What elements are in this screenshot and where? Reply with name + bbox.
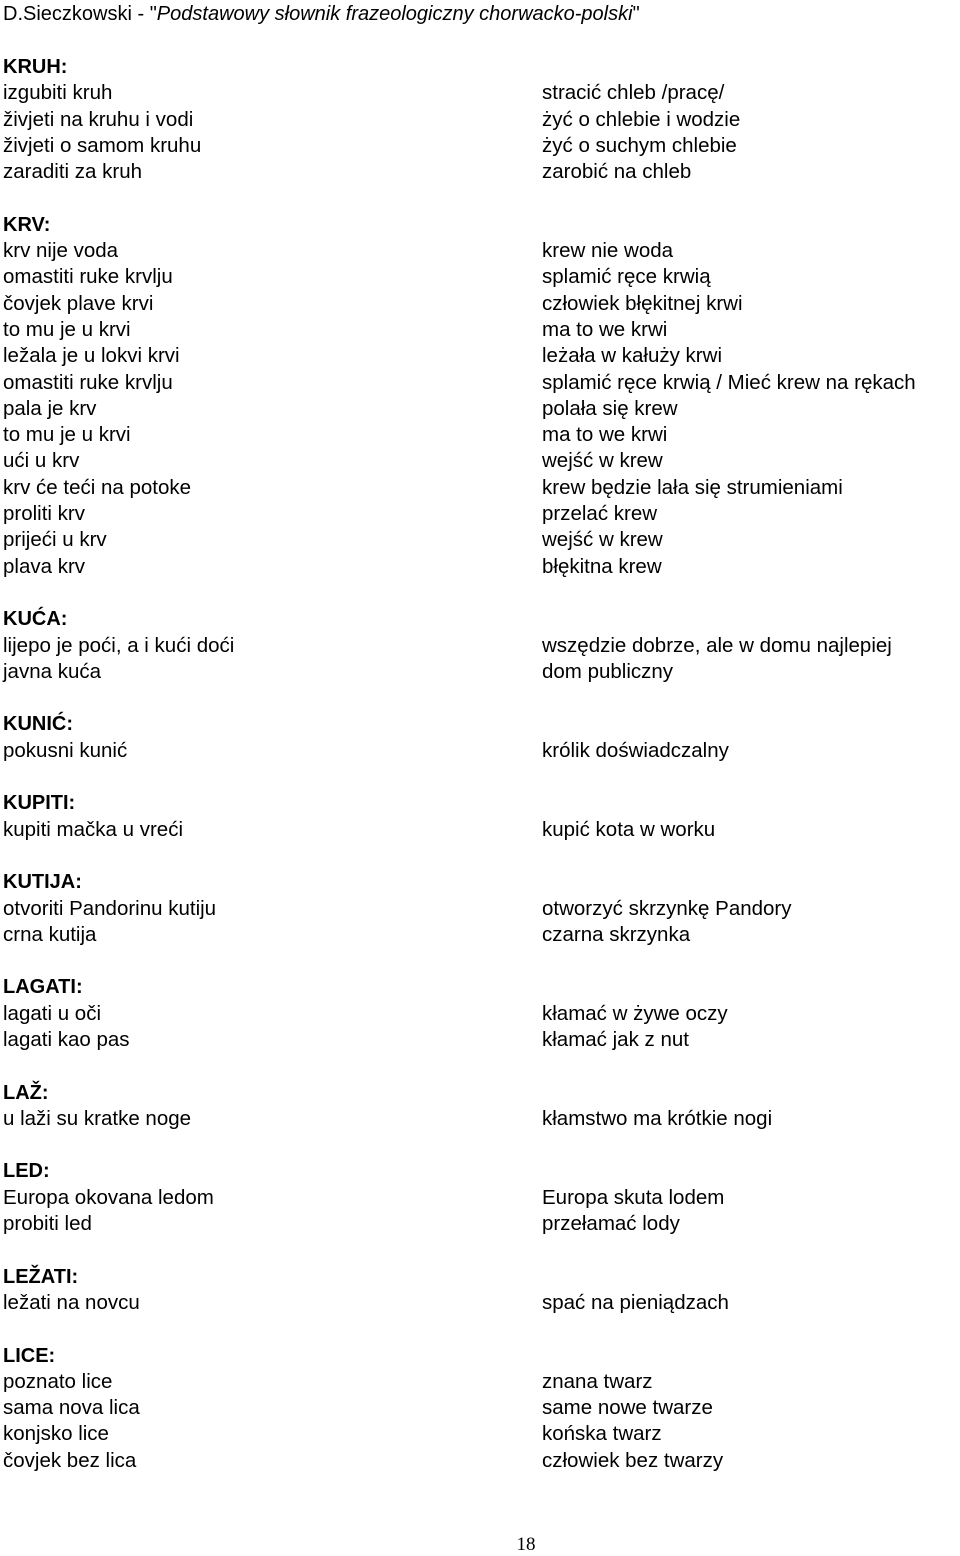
polish-translation: ma to we krwi	[542, 317, 668, 341]
phrase-row	[0, 922, 960, 948]
croatian-phrase: kupiti mačka u vreći	[3, 817, 184, 841]
croatian-phrase: živjeti o samom kruhu	[3, 133, 202, 157]
phrase-row	[0, 370, 960, 396]
entry-headword: LAGATI:	[3, 976, 83, 999]
dictionary-entry	[0, 869, 960, 948]
dictionary-entry	[0, 1343, 960, 1474]
croatian-phrase: izgubiti kruh	[3, 81, 113, 105]
dictionary-entry	[0, 1264, 960, 1317]
polish-translation: krew nie woda	[542, 239, 674, 263]
entry-headword: KRV:	[3, 213, 51, 236]
polish-translation: błękitna krew	[542, 554, 662, 578]
phrase-row	[0, 527, 960, 553]
phrase-row	[0, 1421, 960, 1447]
entry-spacer	[0, 764, 960, 790]
entry-spacer	[0, 185, 960, 211]
polish-translation: dom publiczny	[542, 659, 674, 683]
polish-translation: Europa skuta lodem	[542, 1185, 725, 1209]
phrase-row	[0, 396, 960, 422]
phrase-row	[0, 291, 960, 317]
polish-translation: końska twarz	[542, 1422, 662, 1446]
entry-spacer	[0, 1053, 960, 1079]
header-title: Podstawowy słownik frazeologiczny chorwacko-polski	[156, 3, 633, 25]
croatian-phrase: ležala je u lokvi krvi	[3, 344, 180, 368]
croatian-phrase: krv će teći na potoke	[3, 475, 192, 499]
phrase-row	[0, 501, 960, 527]
croatian-phrase: prijeći u krv	[3, 528, 107, 552]
polish-translation: krew będzie lała się strumieniami	[542, 475, 843, 499]
polish-translation: polała się krew	[542, 396, 678, 420]
entry-headword: LAŽ:	[3, 1081, 49, 1104]
entry-headword: KUTIJA:	[3, 871, 82, 894]
dictionary-entry	[0, 54, 960, 185]
croatian-phrase: konjsko lice	[3, 1422, 109, 1446]
phrase-row	[0, 1448, 960, 1474]
dictionary-entry	[0, 212, 960, 580]
croatian-phrase: javna kuća	[3, 659, 102, 683]
phrase-row	[0, 1211, 960, 1237]
entry-headword: LICE:	[3, 1344, 56, 1367]
croatian-phrase: Europa okovana ledom	[3, 1185, 214, 1209]
polish-translation: same nowe twarze	[542, 1396, 713, 1420]
phrase-row	[0, 107, 960, 133]
croatian-phrase: plava krv	[3, 554, 86, 578]
croatian-phrase: ući u krv	[3, 449, 80, 473]
phrase-row	[0, 738, 960, 764]
croatian-phrase: lagati u oči	[3, 1001, 102, 1025]
polish-translation: wszędzie dobrze, ale w domu najlepiej	[542, 633, 892, 657]
phrase-row	[0, 159, 960, 185]
phrase-row	[0, 633, 960, 659]
phrase-row	[0, 317, 960, 343]
polish-translation: splamić ręce krwią	[542, 265, 711, 289]
croatian-phrase: lagati kao pas	[3, 1027, 130, 1051]
phrase-row	[0, 422, 960, 448]
dictionary-entry	[0, 790, 960, 843]
polish-translation: czarna skrzynka	[542, 922, 691, 946]
phrase-row	[0, 80, 960, 106]
polish-translation: żyć o chlebie i wodzie	[542, 107, 741, 131]
dictionary-entry	[0, 606, 960, 685]
croatian-phrase: otvoriti Pandorinu kutiju	[3, 896, 217, 920]
croatian-phrase: to mu je u krvi	[3, 317, 131, 341]
polish-translation: królik doświadczalny	[542, 738, 729, 762]
entry-headword: KRUH:	[3, 56, 68, 78]
phrase-row	[0, 238, 960, 264]
phrase-row	[0, 659, 960, 685]
entry-spacer	[0, 1316, 960, 1342]
polish-translation: znana twarz	[542, 1369, 653, 1393]
polish-translation: otworzyć skrzynkę Pandory	[542, 896, 792, 920]
page-header	[3, 2, 640, 26]
polish-translation: kłamstwo ma krótkie nogi	[542, 1106, 773, 1130]
croatian-phrase: živjeti na kruhu i vodi	[3, 107, 194, 131]
dictionary-entry	[0, 1158, 960, 1237]
croatian-phrase: čovjek plave krvi	[3, 291, 154, 315]
entry-spacer	[0, 1237, 960, 1263]
entry-headword: KUPITI:	[3, 792, 76, 815]
header-suffix: "	[632, 3, 640, 25]
croatian-phrase: poznato lice	[3, 1369, 113, 1393]
phrase-row	[0, 896, 960, 922]
polish-translation: leżała w kałuży krwi	[542, 344, 722, 368]
croatian-phrase: proliti krv	[3, 502, 86, 526]
entry-spacer	[0, 1132, 960, 1158]
phrase-row	[0, 1027, 960, 1053]
polish-translation: stracić chleb /pracę/	[542, 81, 725, 105]
croatian-phrase: crna kutija	[3, 922, 97, 946]
phrase-row	[0, 1395, 960, 1421]
croatian-phrase: lijepo je poći, a i kući doći	[3, 633, 235, 657]
phrase-row	[0, 1001, 960, 1027]
croatian-phrase: pala je krv	[3, 396, 97, 420]
polish-translation: splamić ręce krwią / Mieć krew na rękach	[542, 370, 916, 394]
page-number: 18	[516, 1534, 536, 1555]
polish-translation: spać na pieniądzach	[542, 1290, 729, 1314]
dictionary-entry	[0, 1080, 960, 1133]
croatian-phrase: čovjek bez lica	[3, 1448, 137, 1472]
polish-translation: człowiek bez twarzy	[542, 1448, 724, 1472]
phrase-row	[0, 1106, 960, 1132]
phrase-row	[0, 1369, 960, 1395]
polish-translation: żyć o suchym chlebie	[542, 133, 737, 157]
croatian-phrase: probiti led	[3, 1212, 92, 1236]
croatian-phrase: u laži su kratke noge	[3, 1106, 192, 1130]
phrase-row	[0, 448, 960, 474]
polish-translation: kłamać w żywe oczy	[542, 1001, 728, 1025]
polish-translation: człowiek błękitnej krwi	[542, 291, 743, 315]
dictionary-entry	[0, 711, 960, 764]
entry-headword: LEŽATI:	[3, 1265, 79, 1288]
entry-spacer	[0, 685, 960, 711]
polish-translation: kupić kota w worku	[542, 817, 716, 841]
entry-headword: LED:	[3, 1160, 50, 1183]
phrase-row	[0, 817, 960, 843]
header-prefix: D.Sieczkowski - "	[3, 3, 157, 25]
polish-translation: kłamać jak z nut	[542, 1027, 689, 1051]
entry-spacer	[0, 843, 960, 869]
phrase-row	[0, 264, 960, 290]
phrase-row	[0, 475, 960, 501]
phrase-row	[0, 1290, 960, 1316]
polish-translation: przelać krew	[542, 502, 658, 526]
croatian-phrase: pokusni kunić	[3, 738, 128, 762]
croatian-phrase: omastiti ruke krvlju	[3, 265, 173, 289]
polish-translation: wejść w krew	[542, 528, 663, 552]
croatian-phrase: omastiti ruke krvlju	[3, 370, 173, 394]
polish-translation: wejść w krew	[542, 449, 663, 473]
croatian-phrase: krv nije voda	[3, 239, 119, 263]
entry-headword: KUNIĆ:	[3, 713, 73, 736]
phrase-row	[0, 554, 960, 580]
dictionary-entry	[0, 974, 960, 1053]
croatian-phrase: ležati na novcu	[3, 1290, 140, 1314]
croatian-phrase: to mu je u krvi	[3, 423, 131, 447]
phrase-row	[0, 133, 960, 159]
polish-translation: ma to we krwi	[542, 423, 668, 447]
polish-translation: przełamać lody	[542, 1212, 680, 1236]
phrase-row	[0, 1185, 960, 1211]
entry-spacer	[0, 580, 960, 606]
phrase-row	[0, 343, 960, 369]
croatian-phrase: zaraditi za kruh	[3, 160, 143, 184]
entry-spacer	[0, 948, 960, 974]
entry-headword: KUĆA:	[3, 608, 68, 631]
dictionary-entries	[0, 54, 960, 1474]
croatian-phrase: sama nova lica	[3, 1396, 140, 1420]
polish-translation: zarobić na chleb	[542, 160, 692, 184]
